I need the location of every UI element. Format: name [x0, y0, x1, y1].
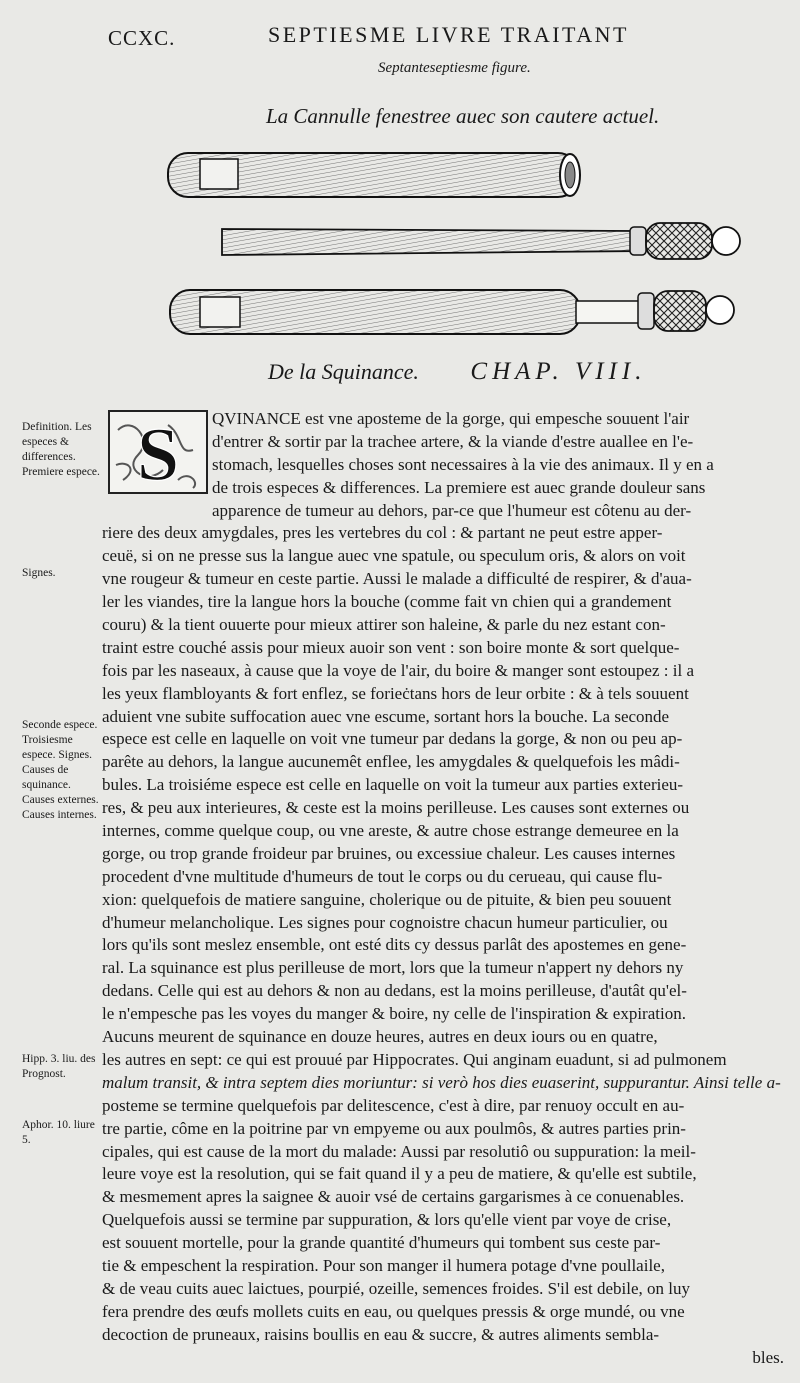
- text-line: tie & empeschent la respiration. Pour son manger il humera potage d'vne poullaile,: [102, 1255, 665, 1275]
- text-line: & mesmement apres la saignee & auoir vsé de certains gargarismes à ce conuenables.: [102, 1187, 685, 1207]
- text-line: fera prendre des œufs mollets cuits en eau, ou quelques pressis & orge mundé, ou vne: [102, 1301, 685, 1321]
- text-line: riere des deux amygdales, pres les vertebres du col : & partant ne peut estre apper-: [102, 523, 663, 543]
- figure-title: La Cannulle fenestree auec son cautere actuel.: [266, 104, 660, 128]
- cannula-cautery-illustration: [160, 145, 750, 345]
- fenestrated-cannula: [168, 153, 580, 197]
- text-line: traint estre couché assis pour mieux auoir son vent : son boire monte & sort quelque-: [102, 637, 680, 657]
- text-line: decoction de pruneaux, raisins boullis en eau & succre, & autres aliments sembla-: [102, 1324, 660, 1344]
- assembled-cannula-with-cautery: [170, 290, 734, 334]
- text-line: parête au dehors, la langue aucunemêt enflee, les amygdales & quelquefois les mâdi-: [102, 752, 680, 772]
- text-line: res, & peu aux interieures, & ceste est la moins perilleuse. Les causes sont externes ou: [102, 798, 690, 818]
- text-line: vne rougeur & tumeur en ceste partie. Aussi le malade a difficulté de respirer, & d'aua-: [102, 569, 692, 589]
- running-title: SEPTIESME LIVRE TRAITANT: [268, 22, 629, 47]
- text-line: stomach, lesquelles choses sont necessaires à la vie des animaux. Il y en a: [212, 454, 714, 474]
- text-line: apparence de tumeur au dehors, par-ce que l'humeur est côtenu au der-: [212, 500, 692, 520]
- text-line: dedans. Celle qui est au dehors & non au dedans, est la moins perilleuse, d'autât qu'el-: [102, 981, 687, 1001]
- margin-note-aphorism: Aphor. 10. liure 5.: [22, 1119, 95, 1146]
- text-line: Aucuns meurent de squinance en douze heures, autres en deux iours ou en quatre,: [102, 1027, 658, 1047]
- text-line: couru) & la tient ouuerte pour mieux attirer son haleine, & parle du nez estant con-: [102, 615, 666, 635]
- text-line: bles.: [752, 1347, 784, 1367]
- dropcap-letter: S: [136, 413, 180, 494]
- text-line: fois par les naseaux, à cause que la voye de l'air, du boire & manger sont estoupez : il a: [102, 660, 694, 680]
- text-line: espece est celle en laquelle on voit vne tumeur par dedans la gorge, & non ou peu ap-: [102, 729, 683, 749]
- figure-number: Septanteseptiesme figure.: [378, 60, 531, 76]
- chapter-heading: [268, 358, 646, 386]
- text-line: QVINANCE est vne aposteme de la gorge, qui empesche souuent l'air: [212, 409, 690, 428]
- text-line: malum transit, & intra septem dies moriuntur: si verò hos dies euaserint, suppurantur. Ainsi telle a-: [102, 1072, 781, 1092]
- text-line: d'entrer & sortir par la trachee artere, & la viande d'estre auallee en l'e-: [212, 431, 694, 451]
- text-line: cipales, qui est cause de la mort du malade: Aussi par resolutiô ou suppuration: la meil-: [102, 1141, 696, 1161]
- chapter-number: CHAP. VIII.: [470, 358, 647, 385]
- text-line: & de veau cuits auec laictues, pourpié, ozeille, semences froides. S'il est debile, on luy: [102, 1278, 690, 1298]
- text-line: est souuent mortelle, pour la grande quantité d'humeurs qui tombent sus ceste par-: [102, 1233, 661, 1253]
- text-line: d'humeur melancholique. Les signes pour cognoistre chacun humeur particulier, ou: [102, 912, 668, 932]
- actual-cautery: [222, 223, 740, 259]
- text-line: ler les viandes, tire la langue hors la bouche (comme fait vn chien qui a grandement: [102, 592, 672, 612]
- text-line: bules. La troisiéme espece est celle en laquelle on voit la tumeur aux parties exterieu-: [102, 775, 684, 795]
- text-line: les autres en sept: ce qui est prouué par Hippocrates. Qui anginam euadunt, si ad pulmonem: [102, 1049, 727, 1069]
- text-line: lors qu'ils sont meslez ensemble, ont esté dits cy dessus parlât des apostemes en gene-: [102, 935, 687, 955]
- text-line: tre partie, côme en la poitrine par vn empyeme ou aux poulmôs, & autres parties prin-: [102, 1118, 686, 1138]
- margin-note-hippocrates: Hipp. 3. liu. des Prognost.: [22, 1053, 96, 1080]
- text-line: internes, comme quelque coup, ou vne areste, & autre chose estrange demeuree en la: [102, 821, 679, 841]
- text-line: ral. La squinance est plus perilleuse de mort, lors que la tumeur n'appert ny dehors ny: [102, 958, 684, 978]
- text-line: ceuë, si on ne presse sus la langue auec vne spatule, ou speculum oris, & alors on voit: [102, 546, 686, 566]
- margin-note-seconde-espece: Seconde espece. Troisiesme espece. Signes. Causes de squinance. Causes externes. Causes internes.: [22, 719, 99, 821]
- text-line: leure voye est la resolution, qui se fait quand il y a peu de matiere, & qu'elle est subtile,: [102, 1164, 697, 1184]
- text-line: procedent d'vne multitude d'humeurs de tout le corps ou du cerueau, qui cause flu-: [102, 866, 663, 886]
- text-line: aduient vne subite suffocation auec vne escume, sortant hors la bouche. La seconde: [102, 706, 670, 726]
- text-line: xion: quelquefois de matiere sanguine, cholerique ou de pituite, & bien peu souuent: [102, 889, 672, 909]
- chapter-title: De la Squinance.: [268, 359, 419, 384]
- chapter-body-text: [102, 408, 792, 1369]
- text-line: de trois especes & differences. La premiere est auec grande douleur sans: [212, 477, 706, 497]
- text-line: les yeux flambloyants & fort enflez, se forieċtans hors de leur orbite : & à tels souuent: [102, 683, 689, 703]
- margin-note-definition: Definition. Les especes & differences. Premiere espece.: [22, 421, 100, 478]
- text-line: posteme se termine quelquefois par delitescence, c'est à dire, par renuoy occult en au-: [102, 1095, 685, 1115]
- folio-number: CCXC.: [108, 26, 176, 50]
- text-line: gorge, ou trop grande froideur par bruines, ou excessiue chaleur. Les causes internes: [102, 843, 676, 863]
- text-line: Quelquefois aussi se termine par suppuration, & lors qu'elle vient par voye de crise,: [102, 1210, 672, 1230]
- margin-note-signes: Signes.: [22, 567, 56, 579]
- text-line: le n'empesche pas les voyes du manger & boire, ny celle de l'inspiration & expiration.: [102, 1004, 686, 1024]
